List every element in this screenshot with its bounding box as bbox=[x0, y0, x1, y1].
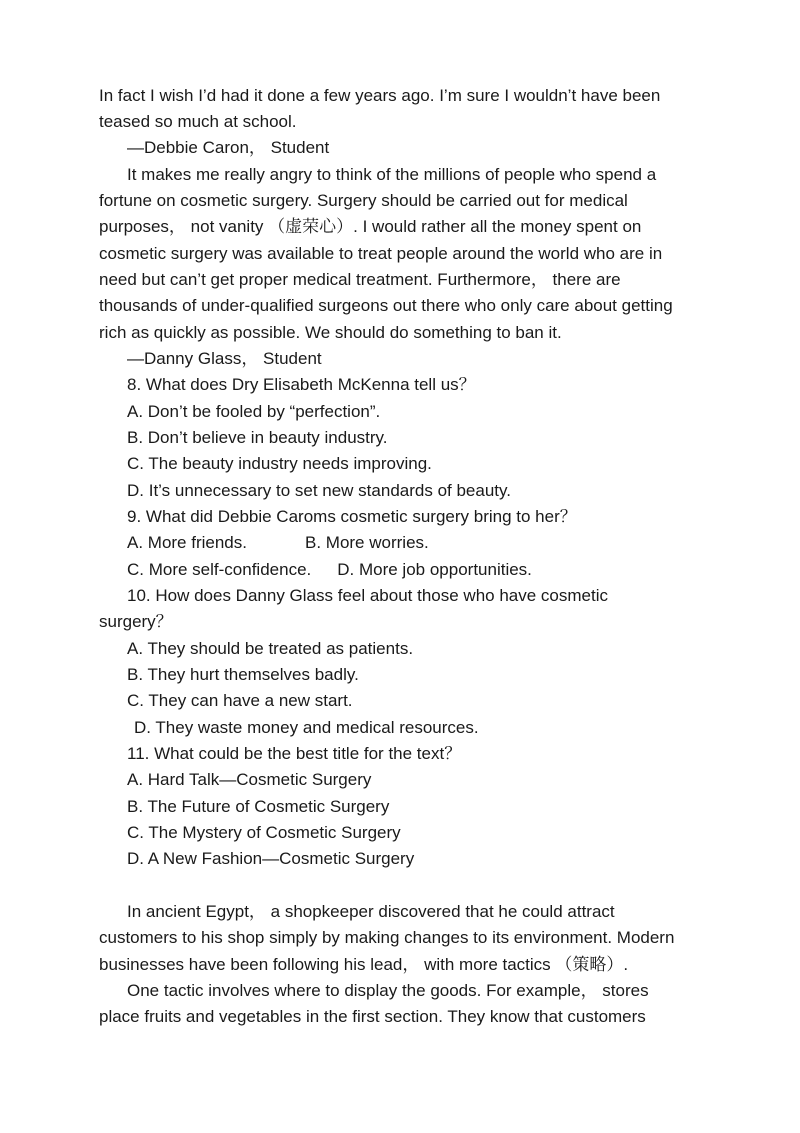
question-8-option-c: C. The beauty industry needs improving. bbox=[127, 454, 432, 473]
question-8-stem: 8. What does Dry Elisabeth McKenna tell us？ bbox=[127, 375, 476, 394]
question-9-option-d: D. More job opportunities. bbox=[337, 560, 532, 579]
paragraph-line: customers to his shop simply by making changes to its environment. Modern bbox=[99, 928, 675, 947]
question-10-stem: 10. How does Danny Glass feel about those who have cosmetic bbox=[127, 586, 608, 605]
question-9-option-a: A. More friends. bbox=[127, 533, 247, 552]
attribution-danny-glass: —Danny Glass， Student bbox=[127, 349, 322, 368]
question-10-option-a: A. They should be treated as patients. bbox=[127, 639, 414, 658]
question-10-option-d: D. They waste money and medical resources. bbox=[134, 718, 479, 737]
question-9-options-row-1 bbox=[127, 532, 429, 554]
paragraph-line: fortune on cosmetic surgery. Surgery should be carried out for medical bbox=[99, 191, 628, 210]
question-8-option-d: D. It’s unnecessary to set new standards of beauty. bbox=[127, 481, 511, 500]
paragraph-line: cosmetic surgery was available to treat people around the world who are in bbox=[99, 244, 663, 263]
paragraph-line: In fact I wish I’d had it done a few years ago. I’m sure I wouldn’t have been bbox=[99, 86, 661, 105]
question-9-stem: 9. What did Debbie Caroms cosmetic surgery bring to her？ bbox=[127, 507, 577, 526]
question-10-option-b: B. They hurt themselves badly. bbox=[127, 665, 359, 684]
question-11-option-a: A. Hard Talk—Cosmetic Surgery bbox=[127, 770, 372, 789]
question-9-option-b: B. More worries. bbox=[305, 533, 429, 552]
question-10-option-c: C. They can have a new start. bbox=[127, 691, 353, 710]
paragraph-line: thousands of under-qualified surgeons out there who only care about getting bbox=[99, 296, 673, 315]
paragraph-line: rich as quickly as possible. We should do something to ban it. bbox=[99, 323, 562, 342]
question-11-option-c: C. The Mystery of Cosmetic Surgery bbox=[127, 823, 401, 842]
paragraph-line: One tactic involves where to display the goods. For example， stores bbox=[127, 981, 649, 1000]
question-11-stem: 11. What could be the best title for the text？ bbox=[127, 744, 462, 763]
attribution-debbie-caron: —Debbie Caron， Student bbox=[127, 138, 330, 157]
question-11-option-d: D. A New Fashion—Cosmetic Surgery bbox=[127, 849, 415, 868]
question-10-stem-continued: surgery？ bbox=[99, 612, 173, 631]
paragraph-line: It makes me really angry to think of the millions of people who spend a bbox=[127, 165, 657, 184]
paragraph-line: In ancient Egypt， a shopkeeper discovered that he could attract bbox=[127, 902, 615, 921]
question-9-option-c: C. More self-confidence. bbox=[127, 560, 312, 579]
paragraph-line: teased so much at school. bbox=[99, 112, 297, 131]
question-9-options-row-2 bbox=[127, 559, 532, 581]
question-8-option-b: B. Don’t believe in beauty industry. bbox=[127, 428, 388, 447]
question-8-option-a: A. Don’t be fooled by “perfection”. bbox=[127, 402, 381, 421]
paragraph-line: purposes， not vanity （虚荣心）. I would rather all the money spent on bbox=[99, 217, 642, 236]
paragraph-line: businesses have been following his lead， with more tactics （策略）. bbox=[99, 955, 629, 974]
paragraph-line: place fruits and vegetables in the first section. They know that customers bbox=[99, 1007, 646, 1026]
question-11-option-b: B. The Future of Cosmetic Surgery bbox=[127, 797, 390, 816]
paragraph-line: need but can’t get proper medical treatment. Furthermore， there are bbox=[99, 270, 621, 289]
